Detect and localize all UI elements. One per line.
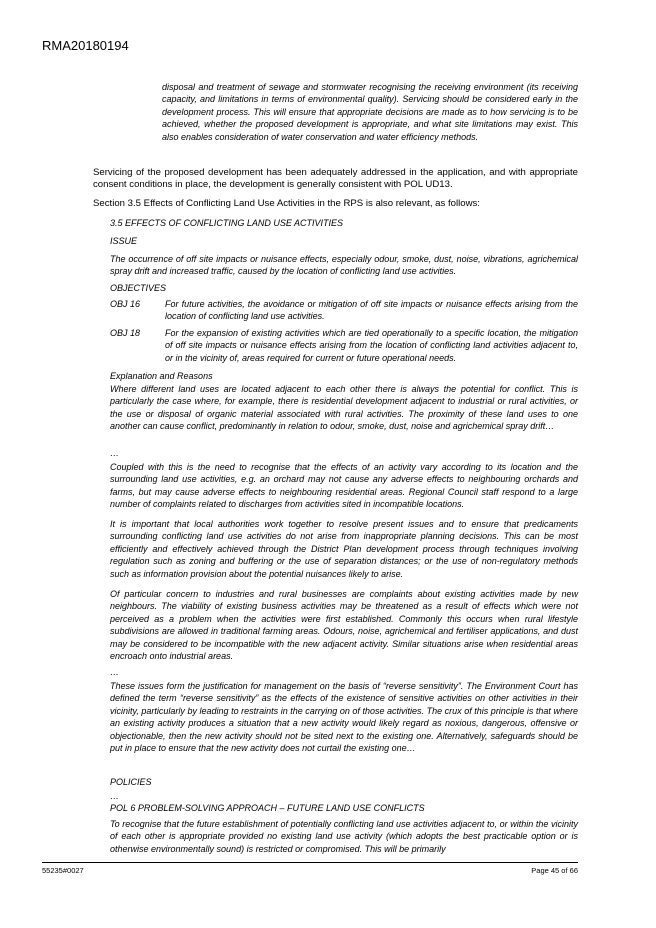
objective-code: OBJ 16 <box>110 299 141 309</box>
servicing-paragraph: Servicing of the proposed development has been adequately addressed in the application, and with appropriate consent conditions in place, the development is generally consistent with POL UD13. <box>93 167 578 191</box>
objectives-label: OBJECTIVES <box>110 283 167 293</box>
document-id: RMA20180194 <box>42 38 129 53</box>
page-of: of <box>559 866 570 875</box>
page-total: 66 <box>569 866 578 875</box>
footer-reference: 55235#0027 <box>42 866 84 875</box>
policy-heading: POL 6 PROBLEM-SOLVING APPROACH – FUTURE LAND USE CONFLICTS <box>110 803 425 813</box>
page-current: 45 <box>550 866 560 875</box>
section-heading: 3.5 EFFECTS OF CONFLICTING LAND USE ACTIVITIES <box>110 218 344 228</box>
objective-text: For the expansion of existing activities which are tied operationally to a specific location, the mitigation of off site impacts or nuisance effects arising from the location of conflicting land activities adjacent to, or in the vicinity of, areas required for current or future operational needs. <box>165 328 578 363</box>
page-number <box>531 866 578 875</box>
ellipsis: … <box>110 791 119 801</box>
footer-divider <box>42 862 578 863</box>
quoted-servicing-text: disposal and treatment of sewage and stormwater recognising the receiving environment (its receiving capacity, and limitations in terms of environmental quality). Servicing should be considered early in the development process. This will ensure that appropriate decisions are made as to how servicing is to be achieved, whether the proposed development is appropriate, and what site limitations may exist. This also enables consideration of water conservation and water efficiency methods. <box>162 82 578 142</box>
explanation-paragraph: Of particular concern to industries and rural businesses are complaints about existing activities made by new neighbours. The viability of existing business activities may be threatened as a result of effects which were not perceived as a problem when the activities were first established. Commonly this occurs when rural lifestyle subdivisions are allowed in traditional farming areas. Odours, noise, agrichemical and fertiliser applications, and dust may be considered to be incompatible with the new adjacent activity. Similar situations arise when residential areas encroach onto industrial areas. <box>110 589 578 662</box>
objective-text: For future activities, the avoidance or mitigation of off site impacts or nuisance effects arising from the location of conflicting land use activities. <box>165 299 578 322</box>
ellipsis: … <box>110 667 119 677</box>
policies-label: POLICIES <box>110 777 152 787</box>
section-reference-paragraph: Section 3.5 Effects of Conflicting Land Use Activities in the RPS is also relevant, as follows: <box>93 198 480 209</box>
ellipsis: … <box>110 448 119 458</box>
policy-text: To recognise that the future establishment of potentially conflicting land use activities adjacent to, or within the vicinity of each other is appropriate provided no existing land use activity (which adopts the best practicable option or is otherwise environmentally sound) is restricted or compromised. This will be primarily <box>110 819 578 854</box>
objective-row <box>110 298 578 324</box>
objective-row <box>110 327 578 367</box>
page-prefix: Page <box>531 866 551 875</box>
explanation-paragraph: Coupled with this is the need to recognise that the effects of an activity vary according to its location and the surrounding land use activities, e.g. an orchard may not cause any adverse effects to neighbouring orchards and farms, but may cause adverse effects to neighbouring residential areas. Regional Council staff respond to a large number of complaints related to discharges from activities sited in incompatible locations. <box>110 462 578 510</box>
explanation-paragraph: These issues form the justification for management on the basis of “reverse sensitivity”. The Environment Court has defined the term “reverse sensitivity” as the effects of the existence of sensitive activities on other activities in their vicinity, particularly by leading to restraints in the carrying on of those activities. The crux of this principle is that where an existing activity produces a situation that a new activity would likely regard as noxious, dangerous, offensive or objectionable, then the new activity should not be sited next to the existing one. Alternatively, safeguards should be put in place to ensure that the new activity does not curtail the existing one… <box>110 681 578 754</box>
issue-text: The occurrence of off site impacts or nuisance effects, especially odour, smoke, dust, noise, vibrations, agrichemical spray drift and increased traffic, caused by the location of conflicting land use activities. <box>110 254 578 277</box>
issue-label: ISSUE <box>110 236 138 246</box>
explanation-label: Explanation and Reasons <box>110 371 213 381</box>
explanation-paragraph: Where different land uses are located adjacent to each other there is always the potential for conflict. This is particularly the case where, for example, there is residential development adjacent to industrial or rural activities, or the use or disposal of organic material associated with rural activities. The proximity of these land uses to one another can cause conflict, predominantly in relation to odour, smoke, dust, noise and agrichemical spray drift… <box>110 384 578 432</box>
explanation-paragraph: It is important that local authorities work together to resolve present issues and to ensure that predicaments surrounding conflicting land use activities do not arise from inappropriate planning decisions. This can be most efficiently and effectively achieved through the District Plan development process through techniques involving regulation such as zoning and buffering or the use of separation distances; or the use of non-regulatory methods such as information provision about the potential nuisances likely to arise. <box>110 519 578 579</box>
objective-code: OBJ 18 <box>110 328 141 338</box>
